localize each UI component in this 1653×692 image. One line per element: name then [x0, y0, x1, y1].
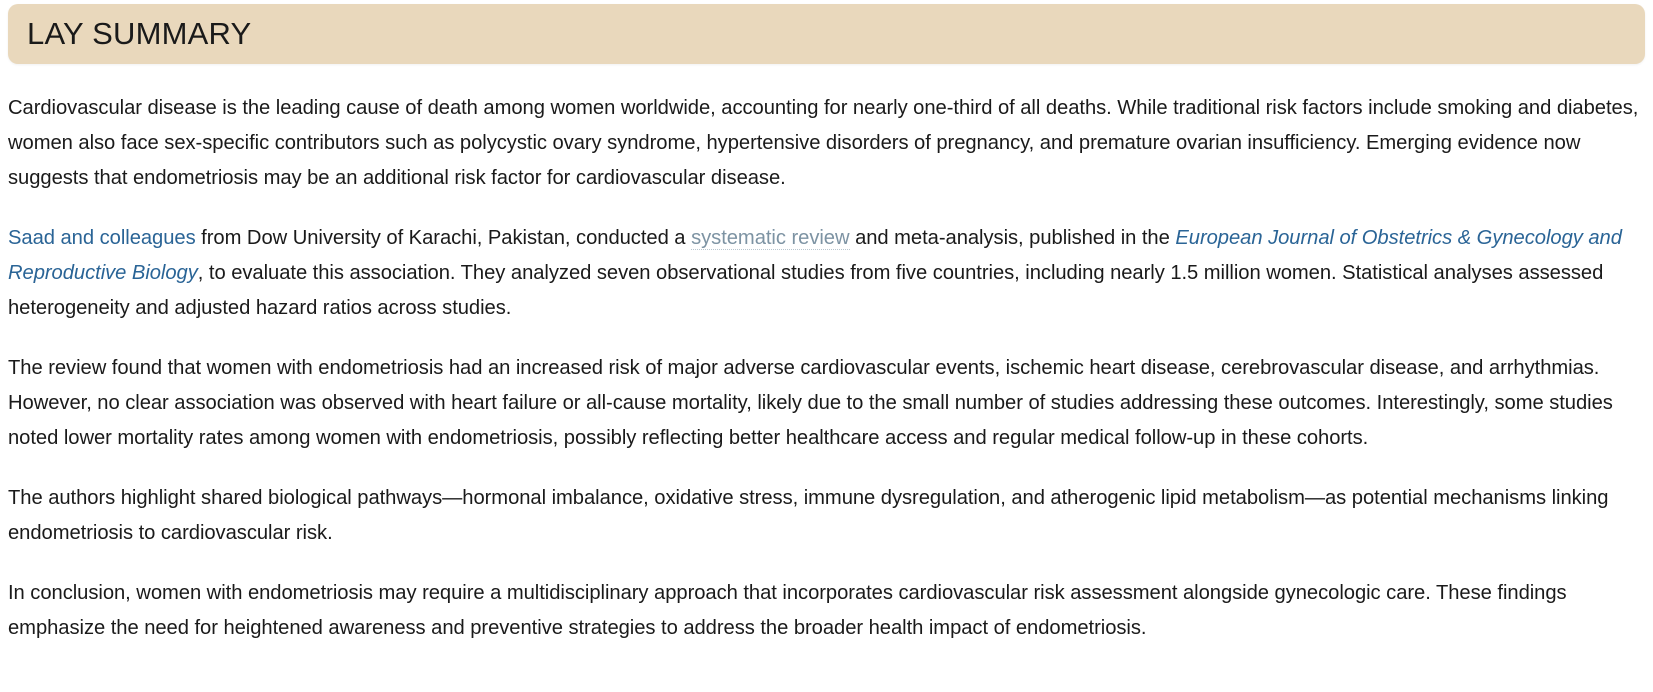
paragraph-conclusion: In conclusion, women with endometriosis may require a multidisciplinary approach that incorporates cardiovascular risk assessment alongside gynecologic care. These findings emphasize the need for heightened awareness and preventive strategies to address the broader health impact of endometriosis. — [8, 582, 1567, 639]
paragraph-intro: Cardiovascular disease is the leading cause of death among women worldwide, accounting for nearly one-third of all deaths. While traditional risk factors include smoking and diabetes, women also face sex-specific contributors such as polycystic ovary syndrome, hypertensive disorders of pregnancy, and premature ovarian insufficiency. Emerging evidence now suggests that endometriosis may be an additional risk factor for cardiovascular disease. — [8, 97, 1639, 189]
systematic-review-link[interactable]: systematic review — [691, 227, 850, 249]
paragraph-findings: The review found that women with endometriosis had an increased risk of major adverse cardiovascular events, ischemic heart disease, cerebrovascular disease, and arrhythmias. However, no clear association was observed with heart failure or all-cause mortality, likely due to the small number of studies addressing these outcomes. Interestingly, some studies noted lower mortality rates among women with endometriosis, possibly reflecting better healthcare access and regular medical follow-up in these cohorts. — [8, 357, 1613, 449]
paragraph-mechanisms: The authors highlight shared biological pathways—hormonal imbalance, oxidative stress, immune dysregulation, and atherogenic lipid metabolism—as potential mechanisms linking endometriosis to cardiovascular risk. — [8, 487, 1609, 544]
paragraph-study-text-b: and meta-analysis, published in the — [849, 227, 1176, 249]
authors-link[interactable]: Saad and colleagues — [8, 227, 196, 249]
paragraph-study-text-c: , to evaluate this association. They analyzed seven observational studies from five countries, including nearly 1.5 million women. Statistical analyses assessed heterogeneity and adjusted hazard ratios across studies. — [8, 262, 1604, 319]
journal-link[interactable]: European Journal of Obstetrics & Gynecology and Reproductive Biology — [8, 227, 1622, 284]
summary-content — [8, 91, 1645, 646]
paragraph-study — [8, 221, 1645, 326]
section-header — [8, 4, 1645, 64]
paragraph-study-text-a: from Dow University of Karachi, Pakistan, conducted a — [195, 227, 692, 249]
section-title: LAY SUMMARY — [27, 16, 252, 51]
